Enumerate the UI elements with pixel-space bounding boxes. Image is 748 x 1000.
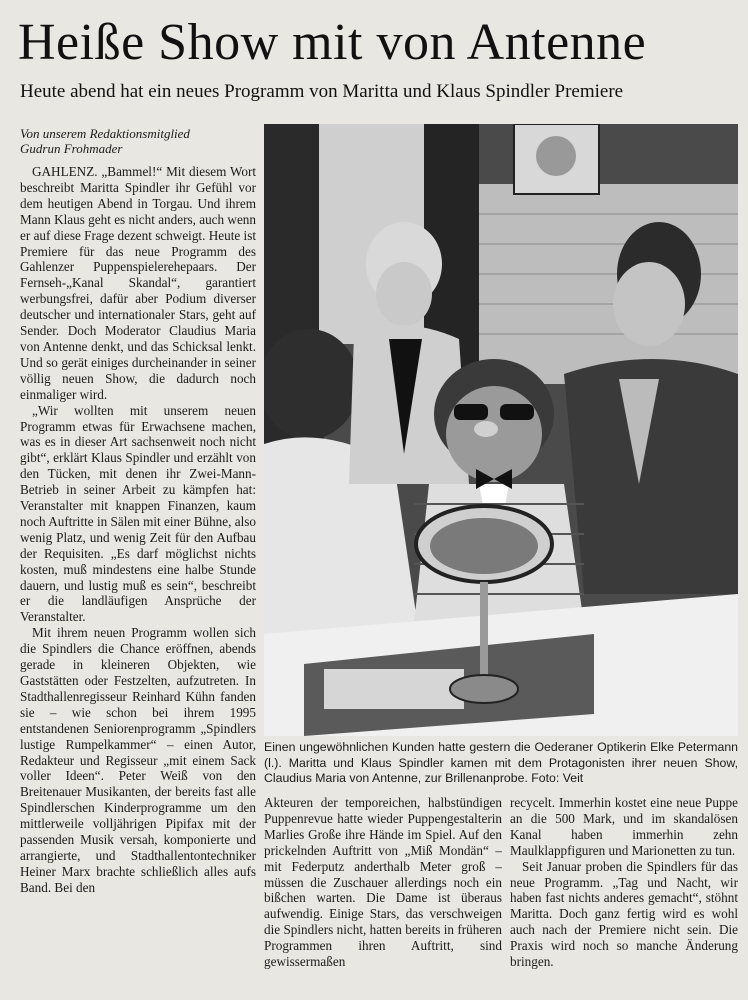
article-headline: Heiße Show mit von Antenne xyxy=(18,14,647,71)
photo-illustration xyxy=(264,124,738,736)
byline xyxy=(20,126,255,156)
byline-line-1: Von unserem Redaktionsmitglied xyxy=(20,126,190,141)
news-photo xyxy=(264,124,738,736)
text-column-3 xyxy=(510,795,738,995)
paragraph: „Wir wollten mit unserem neuen Programm etwas für Erwachsene machen, was es in dieser Art sachsenweit noch nicht gibt“, erklärt Klaus Spindler und erzählt von den Tücken, mit denen ihr Zwei-Mann-Betrieb in seiner Arbeit zu kämpfen hat: Veranstalter mit knappen Finanzen, kaum noch Auftritte in Sälen mit einer Bühne, also wenig Platz, und wenig Zeit für den Aufbau der Requisiten. „Es darf möglichst nichts kosten, muß mindestens eine halbe Stunde dauern, und lustig muß es sein“, beschreibt er die landläufigen Ansprüche der Veranstalter. xyxy=(20,402,256,625)
text-column-1 xyxy=(20,164,256,990)
photo-caption: Einen ungewöhnlichen Kunden hatte gestern die Oederaner Optikerin Elke Petermann (l.). Maritta und Klaus Spindler kamen mit dem Protagonisten ihrer neuen Show, Claudius Maria von Antenne, zur Brillenanprobe. Foto: Veit xyxy=(264,740,738,785)
byline-author: Gudrun Frohmader xyxy=(20,141,123,156)
article-subheadline: Heute abend hat ein neues Programm von Maritta und Klaus Spindler Premiere xyxy=(20,81,624,102)
paragraph: recycelt. Immerhin kostet eine neue Puppe an die 500 Mark, und im skandalösen Kanal haben immerhin zehn Maulklappfiguren und Marionetten zu tun. xyxy=(510,795,738,858)
paragraph: Mit ihrem neuen Programm wollen sich die Spindlers die Chance eröffnen, abends gerade in kleineren Objekten, wie Gaststätten oder Festzelten, aufzutreten. In Stadthallenregisseur Reinhard Kühn fanden sie – wie schon bei ihrem 1995 entstandenen Seniorenprogramm „Spindlers lustige Rumpelkammer“ – einen Autor, Redakteur und Regisseur „mit einem Sack voller Ideen“. Peter Weiß von den Breitenauer Musikanten, der bereits fast alle Spindlerschen Kinderprogramme um den mittlerweile volljährigen Pipifax mit der passenden Musik versah, komponierte und arrangierte, und Stadthallentontechniker Heiner Marx brachte schließlich alles aufs Band. Bei den xyxy=(20,625,256,895)
paragraph: Akteuren der temporeichen, halbstündigen Puppenrevue hatte wieder Puppengestalterin Marlies Große ihre Hände im Spiel. Auf den prickelnden Auftritt von „Miß Mondän“ – mit Federputz anderthalb Meter groß – müssen die Zuschauer allerdings noch ein bißchen warten. Die Dame ist überaus aufwendig. Einige Stars, das verschweigen die Spindlers nicht, hatten bereits in früheren Programmen ihren Auftritt, sind gewissermaßen xyxy=(264,795,502,970)
paragraph: Seit Januar proben die Spindlers für das neue Programm. „Tag und Nacht, wir haben fast nichts anderes gemacht“, stöhnt Maritta. Doch ganz fertig wird es wohl auch nach der Premiere nicht sein. Die Praxis wird noch so manche Änderung bringen. xyxy=(510,858,738,970)
paragraph: GAHLENZ. „Bammel!“ Mit diesem Wort beschreibt Maritta Spindler ihr Gefühl vor dem heutigen Abend in Torgau. Und ihrem Mann Klaus geht es nicht anders, auch wenn er auf diese Frage dezent schweigt. Heute ist Premiere für das neue Programm des Gahlenzer Puppenspielerehepaars. Der Fernseh-„Kanal Skandal“, garantiert werbungsfrei, dafür aber Podium diverser deutscher und internationaler Stars, geht auf Sender. Doch Moderator Claudius Maria von Antenne denkt, und das Schicksal lenkt. Und so gerät einiges durcheinander in seiner völlig neuen Show, die dadurch noch einmaliger wird. xyxy=(20,164,256,402)
text-column-2 xyxy=(264,795,502,995)
